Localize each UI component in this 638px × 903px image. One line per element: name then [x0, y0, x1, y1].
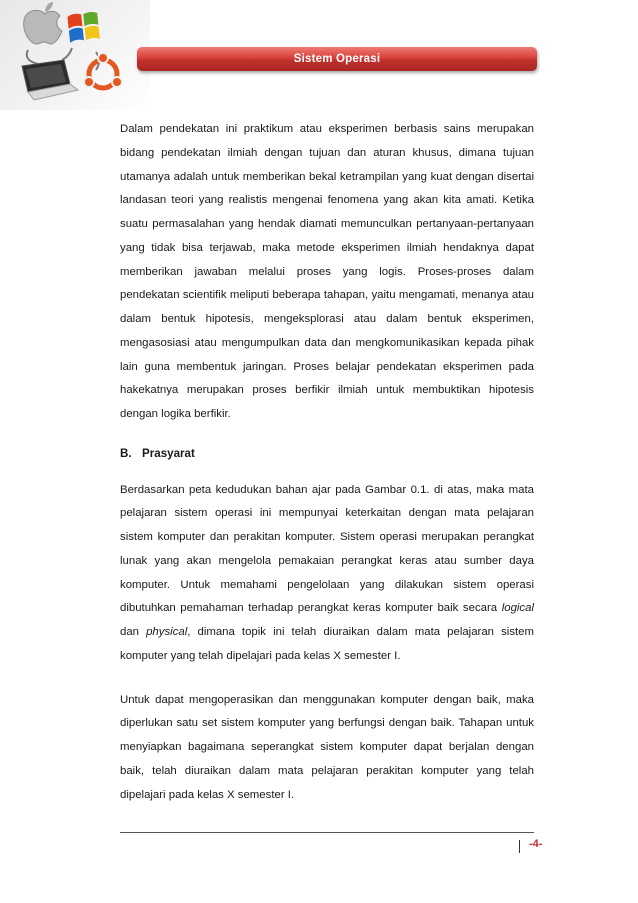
section-heading-prasyarat: [120, 442, 534, 466]
section-number: B.: [120, 446, 132, 460]
footer-separator: [519, 840, 520, 853]
section-title: Prasyarat: [142, 446, 195, 460]
italic-term-logical: logical: [501, 602, 534, 615]
paragraph-text: Berdasarkan peta kedudukan bahan ajar pada Gambar 0.1. di atas, maka mata pelajaran sistem operasi ini mempunyai keterkaitan dengan mata pelajaran sistem komputer dan perakitan komputer. Sistem operasi merupakan perangkat lunak yang akan mengelola pemakaian perangkat keras atau sumber daya komputer. Untuk memahami pengelolaan yang dilakukan sistem operasi dibutuhkan pemahaman terhadap perangkat keras komputer baik secara: [120, 483, 534, 615]
prasyarat-paragraph-2: Untuk dapat mengoperasikan dan menggunakan komputer dengan baik, maka diperlukan satu set sistem komputer yang berfungsi dengan baik. Tahapan untuk menyiapkan bagaimana seperangkat sistem komputer dapat berjalan dengan baik, telah diuraikan dalam mata pelajaran perakitan komputer yang telah dipelajari pada kelas X semester I.: [120, 693, 534, 801]
header-banner: [137, 47, 537, 71]
os-logos-illustration: [0, 0, 150, 110]
laptop-icon: [22, 60, 78, 100]
paragraph-text: , dimana topik ini telah diuraikan dalam mata pelajaran sistem komputer yang telah dipelajari pada kelas X semester I.: [120, 626, 534, 662]
ubuntu-logo-icon: [84, 53, 122, 88]
corner-logo-art: [0, 0, 150, 110]
page-number: -4-: [529, 838, 543, 850]
apple-logo-icon: [24, 2, 62, 44]
main-content: [120, 118, 534, 807]
paragraph-text: dan: [120, 626, 147, 638]
footer-divider: [120, 832, 534, 833]
italic-term-physical: physical: [146, 626, 188, 638]
page-title: Sistem Operasi: [293, 53, 381, 65]
prasyarat-paragraph-1: [120, 479, 534, 669]
intro-paragraph: Dalam pendekatan ini praktikum atau eksperimen berbasis sains merupakan bidang pendekatan ilmiah dengan tujuan dan aturan khusus, dimana tujuan utamanya adalah untuk memberikan bekal ketrampilan yang kuat dengan disertai landasan teori yang realistis mengenai fenomena yang akan kita amati. Ketika suatu permasalahan yang hendak diamati memunculkan pertanyaan-pertanyaan yang tidak bisa terjawab, maka metode eksperimen ilmiah hendaknya dapat memberikan jawaban melalui proses yang logis. Proses-proses dalam pendekatan scientifik meliputi beberapa tahapan, yaitu mengamati, menanya atau dalam bentuk hipotesis, mengeksplorasi atau dalam bentuk eksperimen, mengasosiasi atau mengumpulkan data dan mengkomunikasikan kepada pihak lain guna membentuk jaringan. Proses belajar pendekatan eksperimen pada hakekatnya merupakan proses berfikir ilmiah untuk membuktikan hipotesis dengan logika berfikir.: [120, 123, 534, 420]
windows-logo-icon: [67, 11, 100, 42]
